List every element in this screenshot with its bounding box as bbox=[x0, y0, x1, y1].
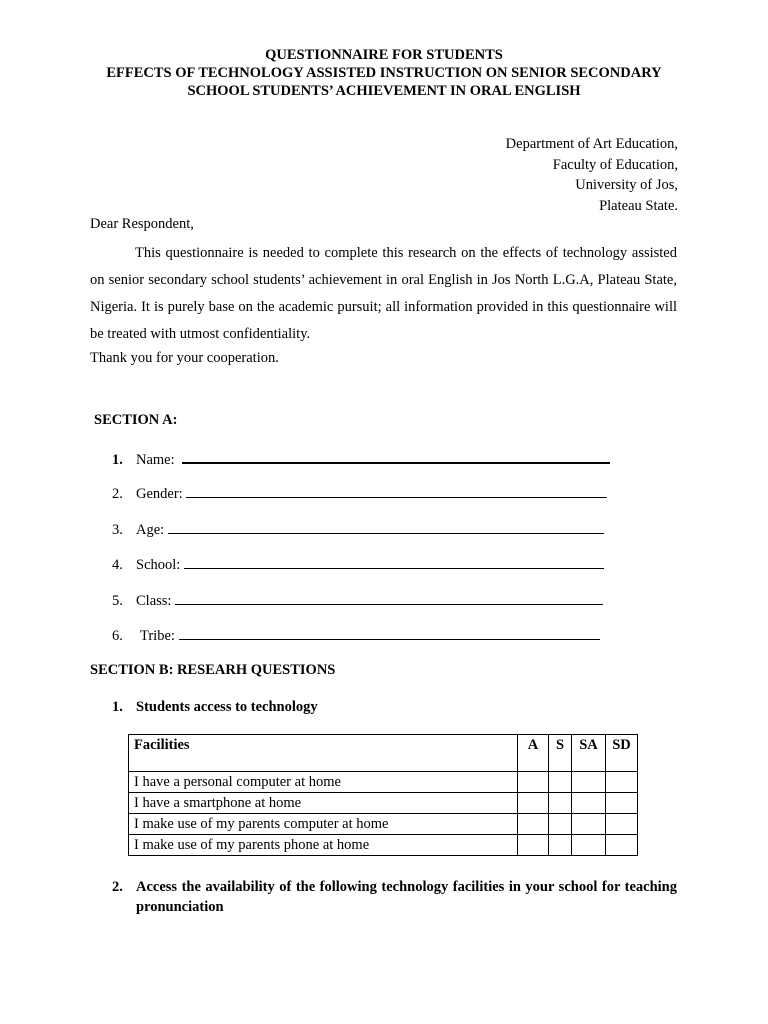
greeting: Dear Respondent, bbox=[90, 216, 194, 232]
facility-label: I have a personal computer at home bbox=[129, 772, 518, 793]
facility-label: I make use of my parents phone at home bbox=[129, 835, 518, 856]
school-input-line[interactable] bbox=[184, 556, 604, 569]
address-line-state: Plateau State. bbox=[599, 198, 678, 215]
field-label: Class: bbox=[136, 593, 172, 609]
table-row bbox=[129, 772, 638, 793]
column-header-sd: SD bbox=[606, 735, 638, 772]
answer-cell-s[interactable] bbox=[549, 772, 572, 793]
column-header-facilities: Facilities bbox=[129, 735, 518, 772]
answer-cell-sd[interactable] bbox=[606, 793, 638, 814]
answer-cell-s[interactable] bbox=[549, 793, 572, 814]
answer-cell-sd[interactable] bbox=[606, 835, 638, 856]
answer-cell-a[interactable] bbox=[518, 814, 549, 835]
intro-paragraph bbox=[90, 240, 677, 348]
gender-field bbox=[112, 485, 607, 503]
answer-cell-a[interactable] bbox=[518, 835, 549, 856]
section-b-heading: SECTION B: RESEARH QUESTIONS bbox=[90, 662, 336, 678]
facility-label: I make use of my parents computer at home bbox=[129, 814, 518, 835]
field-label: School: bbox=[136, 557, 181, 573]
class-input-line[interactable] bbox=[175, 592, 603, 605]
field-number: 6. bbox=[112, 628, 123, 644]
question-title: Students access to technology bbox=[136, 699, 318, 715]
answer-cell-sd[interactable] bbox=[606, 772, 638, 793]
table-header-row bbox=[129, 735, 638, 772]
field-label: Age: bbox=[136, 522, 165, 538]
answer-cell-sa[interactable] bbox=[572, 772, 606, 793]
document-subtitle-line1: EFFECTS OF TECHNOLOGY ASSISTED INSTRUCTION ON SENIOR SECONDARY bbox=[106, 65, 662, 81]
table-row bbox=[129, 835, 638, 856]
facility-label: I have a smartphone at home bbox=[129, 793, 518, 814]
column-header-s: S bbox=[549, 735, 572, 772]
answer-cell-a[interactable] bbox=[518, 772, 549, 793]
question-number: 2. bbox=[112, 879, 123, 895]
field-number: 5. bbox=[112, 593, 123, 609]
answer-cell-s[interactable] bbox=[549, 835, 572, 856]
thanks-line: Thank you for your cooperation. bbox=[90, 350, 279, 366]
address-line-university: University of Jos, bbox=[575, 177, 678, 194]
gender-input-line[interactable] bbox=[186, 485, 607, 498]
answer-cell-sa[interactable] bbox=[572, 793, 606, 814]
address-block bbox=[506, 134, 678, 217]
question-number: 1. bbox=[112, 699, 123, 715]
address-line-faculty: Faculty of Education, bbox=[552, 156, 678, 173]
table-row bbox=[129, 793, 638, 814]
tribe-input-line[interactable] bbox=[179, 627, 600, 640]
facilities-table bbox=[128, 734, 638, 856]
question-title: Access the availability of the following technology facilities in your school for teaching pronunciation bbox=[136, 879, 677, 915]
age-field bbox=[112, 521, 604, 539]
field-number: 4. bbox=[112, 557, 123, 573]
column-header-a: A bbox=[518, 735, 549, 772]
name-field bbox=[112, 450, 610, 469]
age-input-line[interactable] bbox=[168, 521, 604, 534]
school-field bbox=[112, 556, 604, 574]
field-number: 3. bbox=[112, 522, 123, 538]
address-line-department: Department of Art Education, bbox=[505, 136, 678, 152]
field-label: Name: bbox=[136, 452, 175, 468]
answer-cell-a[interactable] bbox=[518, 793, 549, 814]
column-header-sa: SA bbox=[572, 735, 606, 772]
document-title-block bbox=[0, 46, 768, 100]
document-subtitle-line2: SCHOOL STUDENTS’ ACHIEVEMENT IN ORAL ENGLISH bbox=[187, 83, 581, 99]
tribe-field bbox=[112, 627, 600, 645]
answer-cell-sd[interactable] bbox=[606, 814, 638, 835]
question-1-heading bbox=[112, 699, 318, 716]
document-title: QUESTIONNAIRE FOR STUDENTS bbox=[265, 47, 503, 63]
field-label: Gender: bbox=[136, 486, 183, 502]
field-number: 1. bbox=[112, 452, 123, 468]
class-field bbox=[112, 592, 603, 610]
answer-cell-sa[interactable] bbox=[572, 814, 606, 835]
question-2-heading bbox=[112, 877, 677, 917]
section-a-heading: SECTION A: bbox=[94, 412, 178, 428]
name-input-line[interactable] bbox=[182, 450, 610, 464]
answer-cell-sa[interactable] bbox=[572, 835, 606, 856]
answer-cell-s[interactable] bbox=[549, 814, 572, 835]
table-row bbox=[129, 814, 638, 835]
field-label: Tribe: bbox=[140, 628, 175, 644]
intro-text: This questionnaire is needed to complete this research on the effects of technology assisted on senior secondary school students’ achievement in oral English in Jos North L.G.A, Plateau State, Nigeria. It is purely base on the academic pursuit; all information provided in this questionnaire will be treated with utmost confidentiality. bbox=[90, 245, 677, 342]
field-number: 2. bbox=[112, 486, 123, 502]
